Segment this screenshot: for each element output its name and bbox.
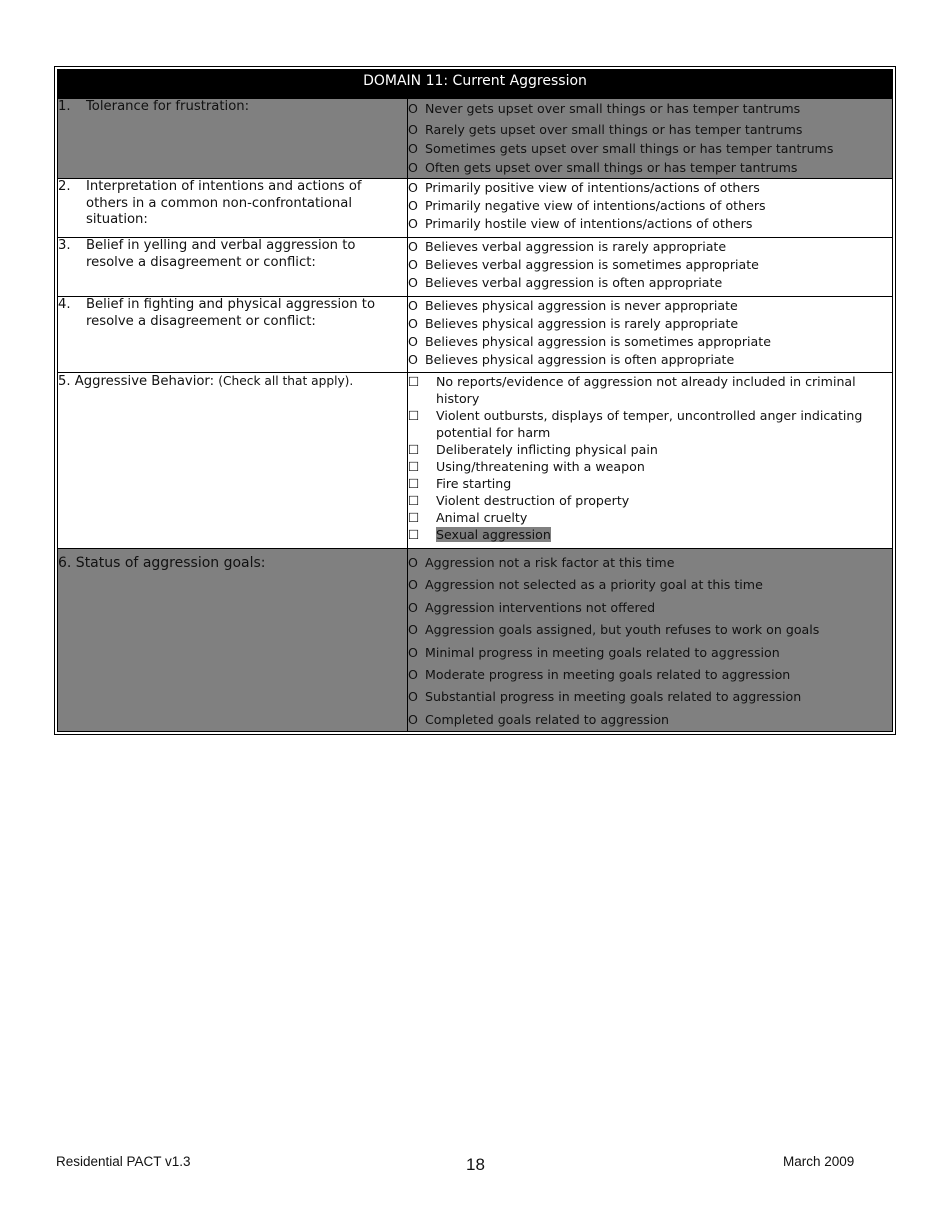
checkbox-option[interactable] bbox=[408, 492, 892, 509]
radio-option[interactable] bbox=[408, 686, 892, 708]
radio-option[interactable] bbox=[408, 215, 892, 233]
radio-icon: O bbox=[408, 198, 418, 213]
option-label: Aggression not selected as a priority goal at this time bbox=[425, 577, 763, 593]
domain-table bbox=[57, 69, 893, 732]
radio-icon: O bbox=[408, 298, 418, 313]
option-label: Aggression not a risk factor at this time bbox=[425, 555, 675, 570]
radio-option[interactable] bbox=[408, 315, 892, 333]
domain-title: DOMAIN 11: Current Aggression bbox=[58, 70, 893, 99]
option-label: Primarily hostile view of intentions/actions of others bbox=[425, 216, 753, 231]
option-label: Sexual aggression bbox=[436, 527, 551, 542]
page-number: 18 bbox=[466, 1155, 485, 1174]
option-label: Sometimes gets upset over small things or has temper tantrums bbox=[425, 141, 834, 156]
radio-icon: O bbox=[408, 275, 418, 290]
option-label: Believes physical aggression is sometimes appropriate bbox=[425, 334, 771, 349]
question-6-label: 6. Status of aggression goals: bbox=[58, 555, 266, 571]
radio-icon: O bbox=[408, 257, 418, 272]
assessment-form bbox=[54, 66, 896, 735]
radio-icon: O bbox=[408, 667, 418, 683]
radio-icon: O bbox=[408, 644, 418, 660]
option-label: Believes verbal aggression is sometimes appropriate bbox=[425, 257, 759, 272]
checkbox-option[interactable] bbox=[408, 373, 892, 407]
checkbox-option[interactable] bbox=[408, 458, 892, 475]
question-4-number: 4. bbox=[58, 297, 71, 312]
radio-icon: O bbox=[408, 689, 418, 705]
question-5 bbox=[58, 373, 408, 549]
radio-option[interactable] bbox=[408, 274, 892, 292]
option-label: Fire starting bbox=[436, 476, 512, 491]
option-label: No reports/evidence of aggression not already included in criminal history bbox=[436, 374, 856, 406]
question-1 bbox=[58, 99, 408, 179]
question-3-number: 3. bbox=[58, 238, 71, 253]
question-2 bbox=[58, 179, 408, 238]
radio-option[interactable] bbox=[408, 197, 892, 215]
option-label: Animal cruelty bbox=[436, 510, 528, 525]
option-label: Violent outbursts, displays of temper, uncontrolled anger indicating potential for harm bbox=[436, 408, 863, 440]
radio-icon: O bbox=[408, 122, 418, 137]
question-3-options bbox=[408, 238, 893, 297]
checkbox-option[interactable] bbox=[408, 509, 892, 526]
radio-icon: O bbox=[408, 101, 418, 116]
radio-option[interactable] bbox=[408, 597, 892, 619]
checkbox-option[interactable] bbox=[408, 526, 892, 543]
radio-option[interactable] bbox=[408, 351, 892, 369]
radio-option[interactable] bbox=[408, 642, 892, 664]
question-4-options bbox=[408, 297, 893, 373]
question-5-note: (Check all that apply). bbox=[218, 374, 354, 388]
radio-icon: O bbox=[408, 141, 418, 156]
option-label: Rarely gets upset over small things or has temper tantrums bbox=[425, 122, 803, 137]
question-2-options bbox=[408, 179, 893, 238]
radio-icon: O bbox=[408, 599, 418, 615]
radio-option[interactable] bbox=[408, 552, 892, 574]
checkbox-icon[interactable]: ☐ bbox=[408, 459, 420, 474]
checkbox-icon[interactable]: ☐ bbox=[408, 374, 420, 389]
option-label: Believes verbal aggression is often appropriate bbox=[425, 275, 723, 290]
option-label: Substantial progress in meeting goals related to aggression bbox=[425, 689, 802, 705]
radio-icon: O bbox=[408, 316, 418, 331]
question-6-options bbox=[408, 549, 893, 732]
radio-option[interactable] bbox=[408, 179, 892, 197]
radio-option[interactable] bbox=[408, 574, 892, 596]
radio-icon: O bbox=[408, 577, 418, 593]
question-2-number: 2. bbox=[58, 179, 71, 194]
question-4-text: Belief in fighting and physical aggression to resolve a disagreement or conflict: bbox=[86, 297, 376, 329]
radio-option[interactable] bbox=[408, 158, 892, 177]
question-1-options bbox=[408, 99, 893, 179]
radio-icon: O bbox=[408, 334, 418, 349]
option-label: Believes physical aggression is often appropriate bbox=[425, 352, 735, 367]
option-label: Completed goals related to aggression bbox=[425, 711, 670, 727]
option-label: Never gets upset over small things or has temper tantrums bbox=[425, 101, 801, 116]
option-label: Believes physical aggression is rarely appropriate bbox=[425, 316, 739, 331]
radio-option[interactable] bbox=[408, 619, 892, 641]
checkbox-icon[interactable]: ☐ bbox=[408, 476, 420, 491]
option-label: Minimal progress in meeting goals related to aggression bbox=[425, 644, 780, 660]
radio-option[interactable] bbox=[408, 709, 892, 731]
radio-option[interactable] bbox=[408, 120, 892, 139]
checkbox-option[interactable] bbox=[408, 441, 892, 458]
radio-option[interactable] bbox=[408, 238, 892, 256]
checkbox-icon[interactable]: ☐ bbox=[408, 408, 420, 423]
question-6 bbox=[58, 549, 408, 732]
radio-icon: O bbox=[408, 180, 418, 195]
radio-icon: O bbox=[408, 555, 418, 570]
radio-option[interactable] bbox=[408, 256, 892, 274]
radio-icon: O bbox=[408, 160, 418, 175]
checkbox-icon[interactable]: ☐ bbox=[408, 510, 420, 525]
option-label: Believes verbal aggression is rarely appropriate bbox=[425, 239, 727, 254]
radio-option[interactable] bbox=[408, 297, 892, 315]
radio-option[interactable] bbox=[408, 333, 892, 351]
option-label: Believes physical aggression is never appropriate bbox=[425, 298, 738, 313]
checkbox-option[interactable] bbox=[408, 475, 892, 492]
option-label: Violent destruction of property bbox=[436, 493, 630, 508]
footer-date: March 2009 bbox=[783, 1154, 855, 1169]
option-label: Using/threatening with a weapon bbox=[436, 459, 645, 474]
option-label: Aggression goals assigned, but youth refuses to work on goals bbox=[425, 622, 820, 638]
question-4 bbox=[58, 297, 408, 373]
question-1-text: Tolerance for frustration: bbox=[86, 99, 250, 114]
checkbox-icon[interactable]: ☐ bbox=[408, 527, 420, 542]
question-3 bbox=[58, 238, 408, 297]
checkbox-icon[interactable]: ☐ bbox=[408, 442, 420, 457]
option-label: Primarily negative view of intentions/actions of others bbox=[425, 198, 766, 213]
radio-icon: O bbox=[408, 622, 418, 638]
option-label: Primarily positive view of intentions/actions of others bbox=[425, 180, 760, 195]
option-label: Moderate progress in meeting goals related to aggression bbox=[425, 667, 791, 683]
footer-version: Residential PACT v1.3 bbox=[56, 1154, 191, 1169]
radio-icon: O bbox=[408, 711, 418, 727]
option-label: Deliberately inflicting physical pain bbox=[436, 442, 658, 457]
option-label: Aggression interventions not offered bbox=[425, 599, 656, 615]
question-1-number: 1. bbox=[58, 99, 71, 114]
radio-icon: O bbox=[408, 352, 418, 367]
question-5-options bbox=[408, 373, 893, 549]
radio-option[interactable] bbox=[408, 664, 892, 686]
radio-icon: O bbox=[408, 239, 418, 254]
question-5-label: 5. Aggressive Behavior: bbox=[58, 374, 219, 389]
checkbox-option[interactable] bbox=[408, 407, 892, 441]
radio-option[interactable] bbox=[408, 99, 892, 118]
radio-option[interactable] bbox=[408, 139, 892, 158]
question-3-text: Belief in yelling and verbal aggression to resolve a disagreement or conflict: bbox=[86, 238, 356, 270]
question-2-text: Interpretation of intentions and actions of others in a common non-confrontational situation: bbox=[86, 179, 362, 227]
option-label: Often gets upset over small things or has temper tantrums bbox=[425, 160, 798, 175]
radio-icon: O bbox=[408, 216, 418, 231]
checkbox-icon[interactable]: ☐ bbox=[408, 493, 420, 508]
